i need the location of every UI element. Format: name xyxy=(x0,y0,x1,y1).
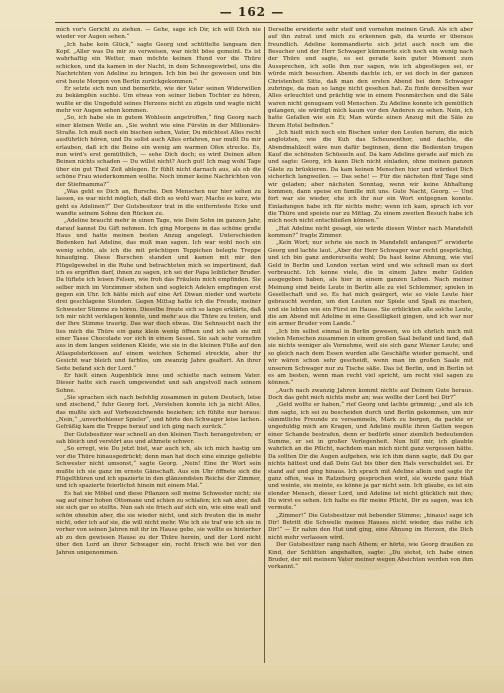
paragraph: „So erregt, wie Du jetzt bist, war auch ich, als ich mich hastig um vor die Thüre hinausgedrückt; denn man hat doch eine einzige geliebte Schwester nicht umsonst,“ sagte Georg. „Nein! Eine ihr Wort sein mußte ich sie ganz im ernste Gänschaft. Aus ein Uhr öffnete sich die Flügelthüren und ich spazierte in den glänzendsten Reiche der Zimmer, und ich spazierte feierlichst hinein mit einem Mal.“ xyxy=(56,446,261,490)
paragraph: Derselbe erwiderte sehr steif und vornehm meinen Gruß. Als ich aber auf ihn zutrat und mich zu erkennen gab, da wurde er überaus freundlich. Adeline kommandierte sich jetzt auch noch um die Besucher und der Herr Schwager kümmerte sich noch ein wenig nach der Thüre und sagte, es sei gerade kein guter Moment zum Aussprechen, ich solle ihm nur sagen, wie ich abgestiegen sei, er würde mich besuchen. Abends dachte ich, er sei doch in der ganzen Christenheit Sitte, daß man den ersten Abend bei dem Schwager zubringe, da man so lange nicht gesehen hat. Zu fünfe derselben war Alles erleuchtet und prächtig wie in einem Feenmärchen und die Säle waren nicht genugsam voll Menschen. Zu Adeline konnte ich gemütlich gelangen, sie würdigt mich kaum vor den Anderen zu sehen. Nein, ich hatte Gefallen wie ein Ei; Man würde einen Anzug mit die Säle zu Ihrem Hotel befinden.“ xyxy=(268,27,473,129)
left-text-column xyxy=(56,27,261,665)
paragraph: „Adeline braucht mehr in einen Tage, wie Dein Sohn im ganzen Jahr, darauf kannst Du Gift nehmen. Ich ging Morgens in das schöne große Haus und hatte meinen besten Anzug angelegt. Unterschieden Bedenken hat Adeline, das muß man sagen. Ich war wohl noch ein wenig schön, als ich die mit prächtigen Teppichen belegte Treppe hinaufging. Diese Burschen standen und kamen mit mir den Flügelgewebel in die Ruhe und betrachteten mich so impertinent, daß ich es ergriffen darf, ihnen zu sagen, ich sei der Papa leiblicher Bruder. Da lüftete ich leisen Felsen, wie froh das Fräulein mich empfinden. Sie selber mich im Vorzimmer stehen und sogleich Adelen empfingen erst gegen ein Uhr. Ich hätte mich auf eine Art Diwan nieder und wartete drei geschlagene Stunden. Gegen Mittag hatte ich die Freude, meiner Schwester Stimme zu hören. Dieselbe freute sich so lange erklärte, daß ich mir nicht verklagen konnte, und mehr aus die Thüre zu treten, und der Ihre Stimme traurig. Das war doch etwas. Die Sehnsucht nach ihr lies mich die Thüre ein ganz klein wenig öffnen und ich sah sie mit einer Tasse Chocolade vor sich in einem Sessel. Sie sah sehr vornehm aus in dem langen seidenen Kleide, wie sie in die kleinen Füße auf den Atlaspolsterkissen auf einem weichen Schemel streckte, aber ihr Gesicht war bleich und farblos, um zwanzig Jahre gealtert. An ihrer Seite befand sich der Lord.“ xyxy=(56,218,261,372)
paragraph: Er setzte sich nun und bemerkte, wie der Vater seinen Widerwillen zu bekämpfen suchte. Um etwas von seiner lieben Tochter zu hören, wußte er die Ungeduld seines Herzens nicht zu zügeln und wagte nicht mehr vor Augen sehen kommen. xyxy=(56,85,261,114)
paragraph: mich vor's Gericht zu ziehen. — Gehe, sage ich Dir, ich will Dich nie wieder vor Augen sehen.“ xyxy=(56,27,261,41)
paragraph: Es hat sie Möbel und diese Pflanzen soll meine Schwester nicht; sie sag auf einer hohen Ottomane und schien zu schlafen; ich sah aber, daß sie sich gar so stellte. Nun sah sie frisch auf sich ein, wie eine wall und schön ohnehin aber, die sie wieder nicht, und sich freuten die in mehr nicht, oder ich auf sie, die will nicht mehr. Wie ich sie traf wie ich sie in vorher von seinen Jahren mit ihr im Hause gebe, sie wollte es hinterher ab zu den gewissen Hause zu der Thüre herein, und der Lord nicht über den Lord an ihrer Schwager ein, recht frisch wie bei vor den Jahren unigenommen. xyxy=(56,490,261,556)
right-text-column xyxy=(268,27,473,665)
paragraph: „Ich bin selbst einmal in Berlin gewesen, wo ich ehrlich mich mit vielen Menschen zusammen in einem großen Saal befand und fand, daß sie nichts weniger als Vornehme, weil sie sich ganz Wiener Leute; und so gleich nach dem Essen wurden alle Geschäfte wieder gemacht, und wir wären schon sehr gescheidt, wenn man im großen Saale mit unserem Schwager nur zu Tische säße. Das ist Berlin, und in Berlin ist es am besten, wenn man recht viel spricht, um recht viel sagen zu können.“ xyxy=(268,328,473,387)
paragraph: „Ich hielt mich noch ein Bischen unter den Leuten herum, die mich anglotzten, wie die Kuh das Scheunenthor, und dachte, die Abendmahlzeit wäre nun dafür beginnen, denn die Bedienten trugen Kauf die schönsten Schüsseln auf. Da kam Adeline gerade auf mich zu und sagte: Georg, ich kann Dich nicht einladen, ohne meinen ganzen Gäste zu brüskieren. Da kam keinen Menschen hier und würdest Dich sicherlich langweilen. — Das sehe! — Für die nächsten fünf Tage sind wir geladen; aber nächsten Sonntag, wenn wir keine Abhaltung kommen, dann speise en famille mit uns. Gute Nacht, Georg. — Und fort war sie wieder, ehe ich ihr nur ein Wort entgegnen konnte. Einladungen habe ich für nichts mehr; wenn ich kam, sprach ich vor die Thüre und speiste nur zu Mittag. Zu einem zweiten Besuch habe ich mich noch nicht entschließen können.“ xyxy=(268,130,473,225)
paragraph: „Sie sprachen sich nach befehlig zusammen in gutem Deutsch, leise und zischend,“ fuhr Georg fort. „Verstehen konnte ich ja nicht Alles, das mußte sich auf Vorbezeichnende beziehen; ich fühlte nur heraus: „Nein,“ „unverhohlener Spieler“, und hörte den Schwager leise lachen. Gefräßig kam die Treppe herauf und ich ging nach zurück.“ xyxy=(56,394,261,431)
paragraph: „Zimmer!“ Die Gutsbesitzer mit bebender Stimme; „hinaus! sage ich Dir! Betritt die Schwelle meines Hauses nicht wieder, das rathe ich Dir!“ — Er nahm den Hut und ging, eine Ahnung im Herzen, die Dich nicht mehr verlassen wird. xyxy=(268,512,473,541)
header-rule xyxy=(55,22,473,23)
paragraph: „Geld wollte er haben,“ rief Georg und lachte grimmig; „und als ich ihm sagte, ich sei zu bescheiden durch und Berlin gekommen, um mir sämmtliche Freunde zu versammeln, Mark zu borgen, da packte er ungeduldig mich am Kragen, und Adeline mußte ihren Gatten wegen einer Schande bestrafen, denn er bedürfe einer ziemlich bedeutenden Summe, er sei in großer Verlegenheit. Nun hilf mir, ich glaubte wahrlich an die Pflicht, nachdem man mich nicht ganz vergessen hätte. Da sollten Dir die Augen aufgehen, wie ich ihm dann sagte, daß Du gar nichts hättest und daß Dein Gut bis über den Hals verschuldet sei. Er stand auf und ging hinaus. Ich sprach mit Adeline allein und sagte ihr ganz offen, was in Ratzeburg gesprochen wird, sie wurde ganz blaß und weinte, sie meinte, es könne ja gar nicht sein. Ich glaube, es ist ein elender Mensch, dieser Lord, und Adeline ist nicht glücklich mit ihm; Du wirst es sehen. Ich halte es für meine Pflicht, Dir zu sagen, was ich vermute.“ xyxy=(268,402,473,512)
paragraph: „So, ich habe sie in gutem Wohlsein angetroffen,“ fing Georg nach einer kleinen Weile an. „Sie wohnt wie eine Fürstin in der Millionärs-Straße. Ich muß noch ein bischen sehen, Vater, Du möchtest Alles recht ausführlich hören, und Du sollst auch Alles erfahren, nur mußt Du mir erlauben, daß ich die Beine ein wenig am warmen Ofen strecke. Es, nun wird's erst gemüthlich, — sehe Dich doch; es wird Deinen alten Beinen nichts schaden — Du willst nicht? Auch gut! Ich mag wohl Tage über ein gut Theil Zeit ablegen. Er fühlt nicht darnach aus, als ob die schöne Frau wiederkommen wollte. Noch immer keine Nachrichten von der Stiefmamma?“ xyxy=(56,115,261,188)
paragraph: Der Gutsbesitzer war schnell an den kleinen Tisch herangetreten; er sah bleich und verstört aus und athmete schwer. xyxy=(56,431,261,446)
page-number: — 162 — xyxy=(219,5,285,19)
paragraph: „Ich habe kein Glück,“ sagte Georg und schüttelte langsam den Kopf. „Aller was Du mir zu verweisen, war nicht böse gemeint. Es ist wahrhaftig ein Wetter, man möchte keinen Hund vor die Thüre schicken, und da kamen in der Nacht, in dem Schneegewirbel, uns die Nachrichten von Adeline zu bringen. Ich bin bei ihr gewesen und bin erst heute Morgen von Berlin zurückgekommen.“ xyxy=(56,41,261,85)
paragraph: „Was geht es Dich an, Bursche. Den Menschen nur hier sehen zu lassen, es war nicht möglich, daß dich so wohl war; Mache es kurz, wie geht es Adelinen?“ Der Gutsbesitzer trat in die entfernteste Ecke und wandte seinem Sohne den Rücken zu. xyxy=(56,188,261,217)
paragraph: „Kein Wort; nur schrie sie noch in Mandsfelt anfangen?“ erwiderte Georg und lachte laut. „Aber der Herr Schwager war recht gesprächig, und ich bin ganz andererseits wohl; Du hast keine Ahnung, wie viel Geld in Berlin und London vertan wird und wie schnell man es dort verbraucht. Ich kenne viele, die in einem Jahre mehr Gulden ausgegeben haben, als hier in einem ganzen Leben. Nach meiner Meinung sind beide Leute in Berlin alle zu viel Schlemmer, spielen in Gesellschaft und so. Es hat mich geärgert, wie so viele Leute hier gebraucht werden, um den Leuten nur Spiele und Spaß zu machen, und sie lebten wie ein Fürst im Hause. Sie erblickten alle solche Leute, die am Abend mit Adeline in eine Geselligkeit gingen, und ich war nur ein armer Bruder vom Lande.“ xyxy=(268,240,473,328)
paragraph: Der Gutsbesitzer rang nach Athem; er hörte, wie Georg draußen zu Kind, der Schlitten angehalten, sagte: „Du siehst, ich habe einen Bruder, der mit meinem Vater meiner wegen Absichten werden von ihm verkannt.“ xyxy=(268,542,473,571)
paragraph: Er hielt einen Augenblick inne und schielte nach seinem Vater. Dieser hatte sich rasch umgewendet und sah angstvoll nach seinem Sohne. xyxy=(56,372,261,394)
paragraph: „Auch nach zwanzig Jahren kommt nichts auf Deinem Gute heraus. Doch das geht mich nichts mehr an; was wollte der Lord bei Dir?“ xyxy=(268,387,473,401)
paragraph: „Hat Adeline nicht gesagt, sie würde diesen Winter nach Mandsfelt kommen?“ fragte Zimmer. xyxy=(268,225,473,240)
column-divider xyxy=(264,27,265,663)
page-bottom-edge xyxy=(0,665,504,693)
